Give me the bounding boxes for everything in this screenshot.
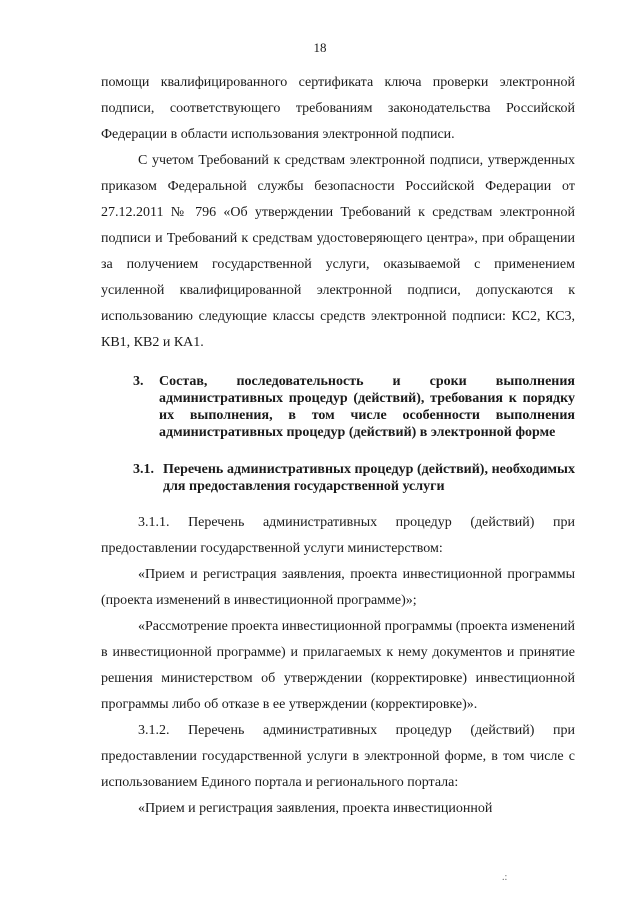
- paragraph: помощи квалифицированного сертификата ключа проверки электронной подписи, соответствующего требованиям законодательства Российской Федерации в области использования электронной подписи.: [101, 75, 575, 142]
- paragraph: С учетом Требований к средствам электронной подписи, утвержденных приказом Федеральной службы безопасности Российской Федерации от 27.12.2011 № 796 «Об утверждении Требований к средствам электронной подписи и Требований к средствам удостоверяющего центра», при обращении за получением государственной услуги, оказываемой с применением усиленной квалифицированной электронной подписи, допускаются к использованию следующие классы средств электронной подписи: КС2, КС3, КВ1, КВ2 и КА1.: [101, 153, 575, 350]
- document-body: [101, 70, 575, 822]
- section-title: Перечень административных процедур (действий), необходимых для предоставления государственной услуги: [163, 462, 575, 494]
- corner-mark: .:: [502, 872, 508, 883]
- section-3-1-heading: [133, 461, 575, 495]
- page-number: 18: [313, 40, 327, 55]
- section-3-heading: [133, 373, 575, 441]
- paragraph: 3.1.2. Перечень административных процедур (действий) при предоставлении государственной услуги в электронной форме, в том числе с использованием Единого портала и регионального портала:: [101, 723, 575, 790]
- paragraph: 3.1.1. Перечень административных процедур (действий) при предоставлении государственной услуги министерством:: [101, 515, 575, 556]
- section-number: 3.1.: [133, 462, 154, 477]
- section-number: 3.: [133, 374, 144, 389]
- paragraph: «Прием и регистрация заявления, проекта инвестиционной программы (проекта изменений в инвестиционной программе)»;: [101, 567, 575, 608]
- paragraph: «Прием и регистрация заявления, проекта инвестиционной: [138, 801, 493, 816]
- section-title: Состав, последовательность и сроки выполнения административных процедур (действий), требования к порядку их выполнения, в том числе особенности выполнения административных процедур (действий) в электронной форме: [159, 374, 575, 440]
- paragraph: «Рассмотрение проекта инвестиционной программы (проекта изменений в инвестиционной программе) и прилагаемых к нему документов и принятие решения министерством об утверждении (корректировке) инвестиционной программы либо об отказе в ее утверждении (корректировке)».: [101, 619, 575, 712]
